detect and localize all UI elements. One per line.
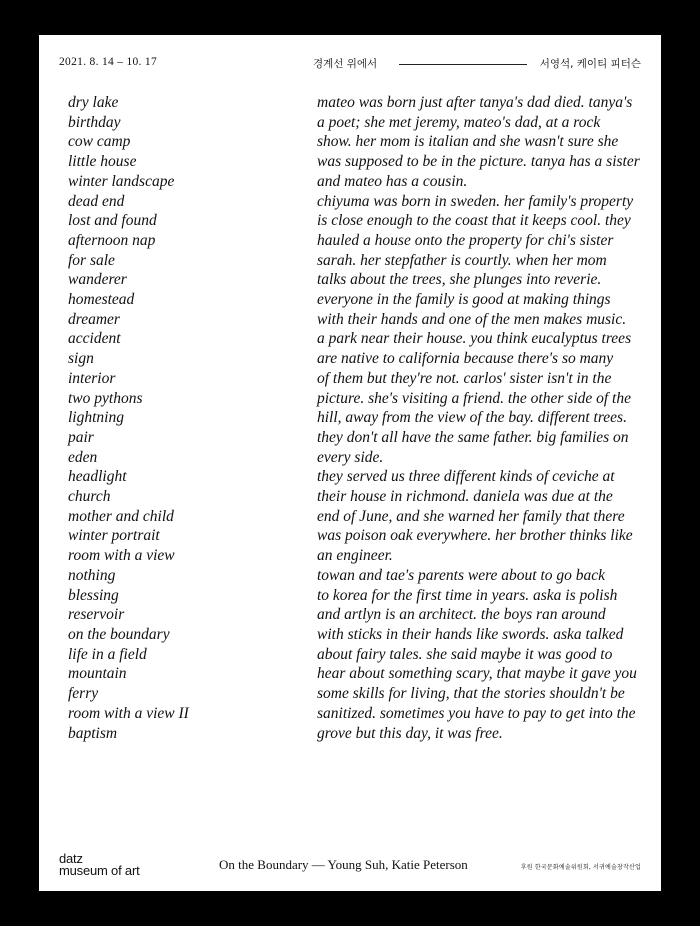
body-line: some skills for living, that the stories shouldn't be xyxy=(317,685,625,703)
artwork-title: dreamer xyxy=(68,310,120,328)
artwork-title: life in a field xyxy=(68,645,147,663)
body-line: their house in richmond. daniela was due at the xyxy=(317,488,613,506)
artwork-title: mountain xyxy=(68,665,127,683)
artwork-title: lost and found xyxy=(68,212,157,230)
artwork-title: reservoir xyxy=(68,606,125,624)
artwork-title: dry lake xyxy=(68,94,119,111)
body-line: sanitized. sometimes you have to pay to get into the xyxy=(317,704,636,722)
body-line: chiyuma was born in sweden. her family's property xyxy=(317,192,634,210)
body-line: with their hands and one of the men makes music. xyxy=(317,310,627,328)
sponsor-credit: 후원 한국문화예술위원회, 서귀예술창작산업 xyxy=(520,864,641,871)
body-line: end of June, and she warned her family that there xyxy=(317,507,625,525)
artwork-title: room with a view II xyxy=(68,704,189,722)
artwork-title: nothing xyxy=(68,566,116,584)
body-line: sarah. her stepfather is courtly. when her mom xyxy=(317,251,607,269)
artwork-title: baptism xyxy=(68,724,118,742)
artwork-title: room with a view xyxy=(68,547,175,565)
body-line: they don't all have the same father. big families on xyxy=(317,428,629,446)
artwork-title: lightning xyxy=(68,409,124,427)
body-line: grove but this day, it was free. xyxy=(317,724,503,742)
body-line: hill, away from the view of the bay. different trees. xyxy=(317,409,627,427)
artwork-titles-list xyxy=(68,93,189,743)
header xyxy=(59,56,641,76)
artwork-title: ferry xyxy=(68,685,99,703)
artwork-title: birthday xyxy=(68,113,121,131)
museum-logo xyxy=(59,853,140,877)
body-line: a poet; she met jeremy, mateo's dad, at a rock xyxy=(317,113,601,131)
body-line: show. her mom is italian and she wasn't sure she xyxy=(317,133,619,151)
artwork-title: mother and child xyxy=(68,507,174,525)
body-line: is close enough to the coast that it keeps cool. they xyxy=(317,212,631,230)
body-line: and mateo has a cousin. xyxy=(317,172,468,190)
body-line: was supposed to be in the picture. tanya has a sister xyxy=(317,153,640,171)
body-line: towan and tae's parents were about to go back xyxy=(317,566,606,584)
artwork-title: on the boundary xyxy=(68,625,170,643)
body-line: they served us three different kinds of ceviche at xyxy=(317,468,615,486)
body-line: talks about the trees, she plunges into reverie. xyxy=(317,271,602,289)
artwork-title: two pythons xyxy=(68,389,143,407)
body-line: picture. she's visiting a friend. the other side of the xyxy=(317,389,631,407)
artwork-title: dead end xyxy=(68,192,125,210)
artwork-title: headlight xyxy=(68,468,127,486)
artwork-title: blessing xyxy=(68,586,119,604)
body-line: hear about something scary, that maybe it gave you xyxy=(317,665,637,683)
body-line: a park near their house. you think eucalyptus trees xyxy=(317,330,632,348)
body-line: every side. xyxy=(317,448,384,466)
artwork-title: interior xyxy=(68,369,116,387)
artwork-title: cow camp xyxy=(68,133,131,151)
artwork-title: accident xyxy=(68,330,121,348)
artwork-title: church xyxy=(68,488,111,506)
body-text xyxy=(317,93,640,743)
artwork-title: homestead xyxy=(68,291,135,309)
artwork-title: little house xyxy=(68,153,137,171)
body-line: mateo was born just after tanya's dad died. tanya's xyxy=(317,94,633,111)
artwork-title: winter portrait xyxy=(68,527,160,545)
exhibition-title-korean: 경계선 위에서 xyxy=(313,58,378,70)
artwork-title: afternoon nap xyxy=(68,231,156,249)
artwork-title: pair xyxy=(68,428,94,446)
body-line: an engineer. xyxy=(317,547,393,565)
logo-line-museum: museum of art xyxy=(59,863,140,878)
footer xyxy=(59,853,641,883)
body-line: about fairy tales. she said maybe it was good to xyxy=(317,645,613,663)
artwork-title: winter landscape xyxy=(68,172,175,190)
exhibition-dates: 2021. 8. 14 – 10. 17 xyxy=(59,56,157,68)
body-line: was poison oak everywhere. her brother thinks like xyxy=(317,527,633,545)
artists-korean: 서영석, 케이티 피터슨 xyxy=(539,58,641,70)
body-line: to korea for the first time in years. aska is polish xyxy=(317,586,618,604)
body-line: and artlyn is an architect. the boys ran around xyxy=(317,606,606,624)
exhibition-credit: On the Boundary — Young Suh, Katie Peterson xyxy=(219,857,468,872)
logo-line-datz: datz xyxy=(59,851,83,866)
artwork-title: eden xyxy=(68,448,98,466)
body-line: of them but they're not. carlos' sister isn't in the xyxy=(317,369,612,387)
body-line: with sticks in their hands like swords. aska talked xyxy=(317,625,624,643)
body-line: are native to california because there's so many xyxy=(317,350,614,368)
body-line: hauled a house onto the property for chi's sister xyxy=(317,231,614,249)
artwork-title: sign xyxy=(68,350,94,368)
header-divider xyxy=(399,64,527,65)
body-line: everyone in the family is good at making things xyxy=(317,291,611,309)
artwork-title: for sale xyxy=(68,251,115,269)
artwork-title: wanderer xyxy=(68,271,127,289)
poster-page xyxy=(39,35,661,891)
